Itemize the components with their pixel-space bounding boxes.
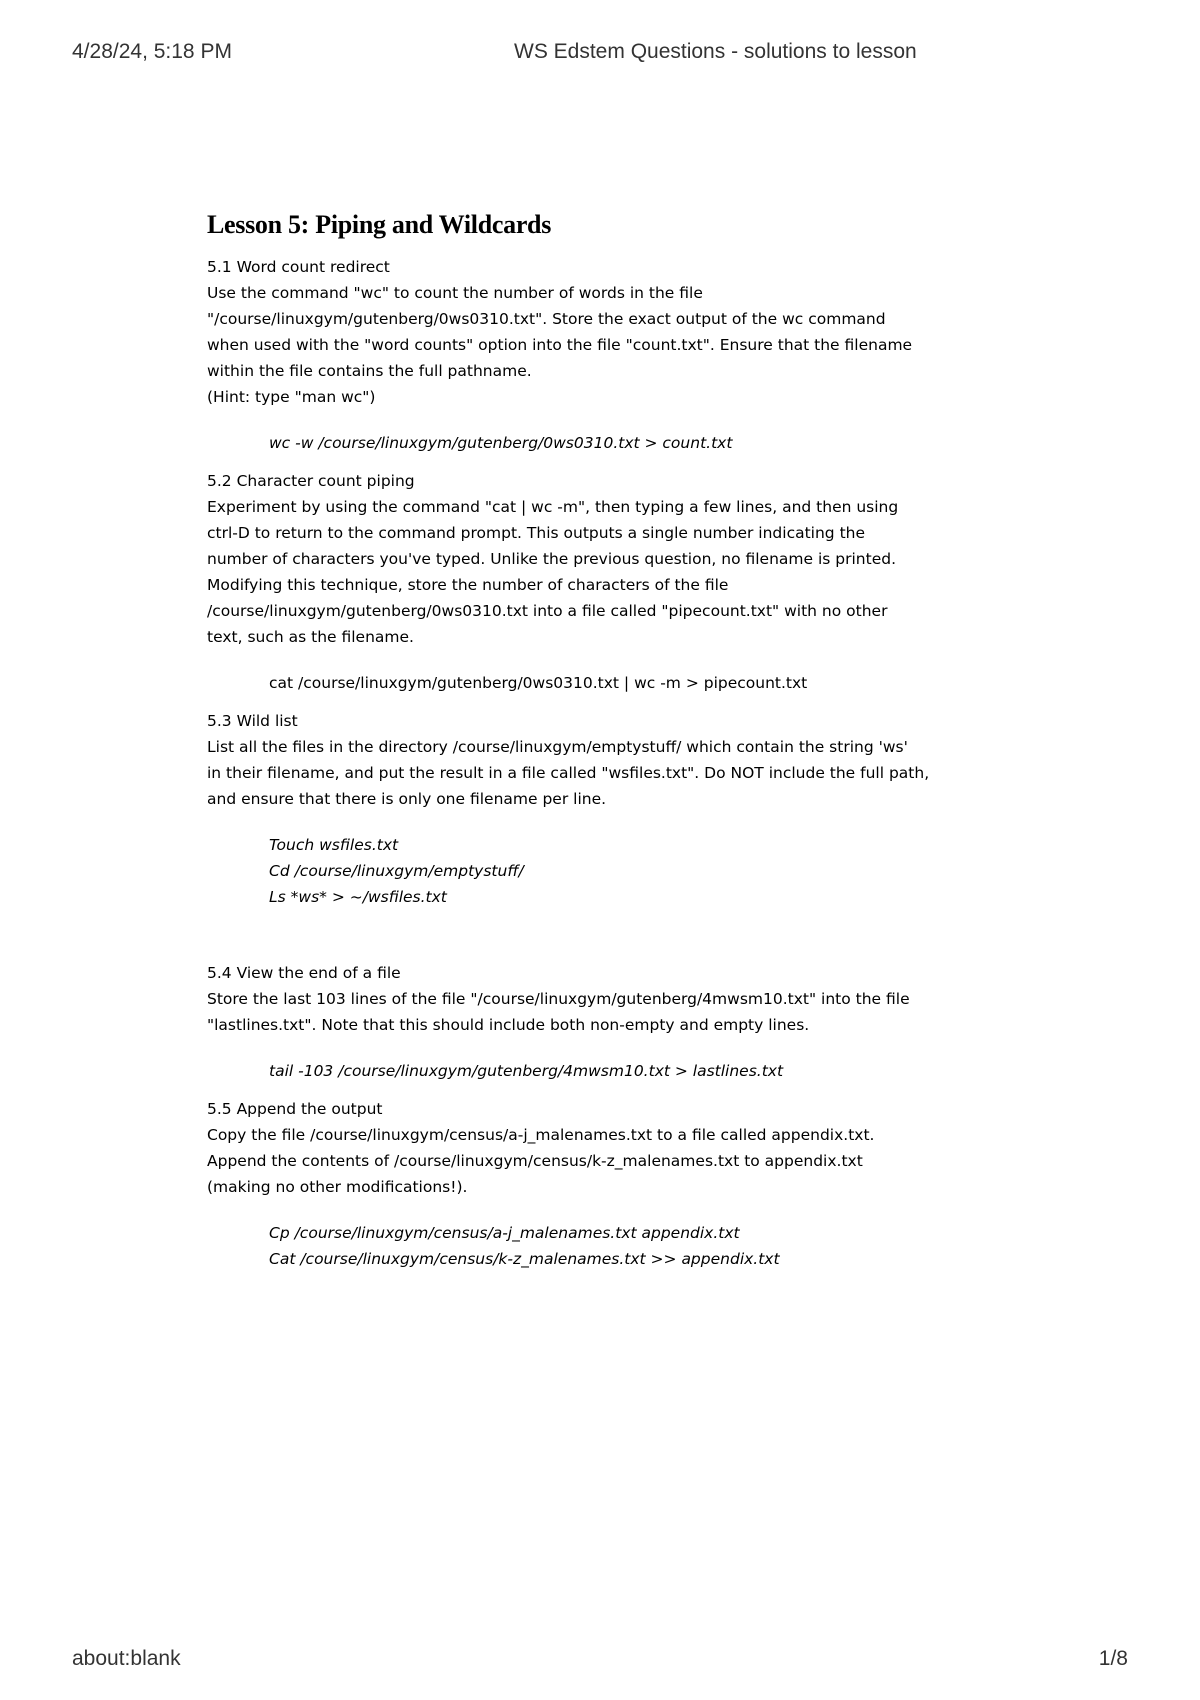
code-line: Touch wsfiles.txt [269, 836, 399, 854]
section-5-2 [207, 468, 1007, 696]
body-line: Use the command "wc" to count the number of words in the file [207, 284, 703, 302]
body-line: number of characters you've typed. Unlike the previous question, no filename is printed. [207, 550, 897, 568]
body-line: Experiment by using the command "cat | wc -m", then typing a few lines, and then using [207, 498, 899, 516]
body-line: "lastlines.txt". Note that this should include both non-empty and empty lines. [207, 1016, 810, 1034]
body-line: (making no other modifications!). [207, 1178, 468, 1196]
print-footer-url: about:blank [72, 1647, 181, 1670]
section-title: 5.5 Append the output [207, 1100, 383, 1118]
code-line: Cp /course/linuxgym/census/a-j_malenames.txt appendix.txt [269, 1224, 740, 1242]
section-body [207, 734, 1007, 812]
section-5-5 [207, 1096, 1007, 1272]
solution-code [269, 832, 1007, 910]
solution-code [269, 430, 1007, 456]
section-5-3 [207, 708, 1007, 948]
section-5-4 [207, 960, 1007, 1084]
body-line: (Hint: type "man wc") [207, 388, 376, 406]
lesson-title: Lesson 5: Piping and Wildcards [207, 210, 552, 239]
section-body [207, 986, 1007, 1038]
solution-code [269, 1058, 1007, 1084]
body-line: and ensure that there is only one filename per line. [207, 790, 607, 808]
print-header-title: WS Edstem Questions - solutions to lesson [514, 40, 917, 63]
body-line: Store the last 103 lines of the file "/course/linuxgym/gutenberg/4mwsm10.txt" into the file [207, 990, 910, 1008]
body-line: Modifying this technique, store the number of characters of the file [207, 576, 729, 594]
code-line: wc -w /course/linuxgym/gutenberg/0ws0310.txt > count.txt [269, 434, 733, 452]
document-body [207, 208, 1007, 1284]
body-line: when used with the "word counts" option into the file "count.txt". Ensure that the filename [207, 336, 913, 354]
section-title: 5.1 Word count redirect [207, 258, 390, 276]
section-title: 5.3 Wild list [207, 712, 298, 730]
solution-code [269, 670, 1007, 696]
section-body [207, 494, 1007, 650]
code-line: Ls *ws* > ~/wsfiles.txt [269, 888, 447, 906]
body-line: within the file contains the full pathname. [207, 362, 532, 380]
body-line: in their filename, and put the result in a file called "wsfiles.txt". Do NOT include the full path, [207, 764, 930, 782]
code-line: cat /course/linuxgym/gutenberg/0ws0310.txt | wc -m > pipecount.txt [269, 674, 808, 692]
print-header-date: 4/28/24, 5:18 PM [72, 40, 232, 63]
solution-code [269, 1220, 1007, 1272]
body-line: Copy the file /course/linuxgym/census/a-j_malenames.txt to a file called appendix.txt. [207, 1126, 875, 1144]
body-line: text, such as the filename. [207, 628, 414, 646]
body-line: List all the files in the directory /course/linuxgym/emptystuff/ which contain the string 'ws' [207, 738, 908, 756]
body-line: /course/linuxgym/gutenberg/0ws0310.txt into a file called "pipecount.txt" with no other [207, 602, 888, 620]
section-title: 5.4 View the end of a file [207, 964, 401, 982]
code-line: Cat /course/linuxgym/census/k-z_malenames.txt >> appendix.txt [269, 1250, 780, 1268]
section-5-1 [207, 254, 1007, 456]
section-title: 5.2 Character count piping [207, 472, 415, 490]
body-line: ctrl-D to return to the command prompt. This outputs a single number indicating the [207, 524, 866, 542]
section-body [207, 280, 1007, 410]
code-line: Cd /course/linuxgym/emptystuff/ [269, 862, 524, 880]
body-line: "/course/linuxgym/gutenberg/0ws0310.txt". Store the exact output of the wc command [207, 310, 886, 328]
section-body [207, 1122, 1007, 1200]
code-line: tail -103 /course/linuxgym/gutenberg/4mwsm10.txt > lastlines.txt [269, 1062, 784, 1080]
print-footer-page-number: 1/8 [1098, 1647, 1128, 1670]
body-line: Append the contents of /course/linuxgym/census/k-z_malenames.txt to appendix.txt [207, 1152, 863, 1170]
